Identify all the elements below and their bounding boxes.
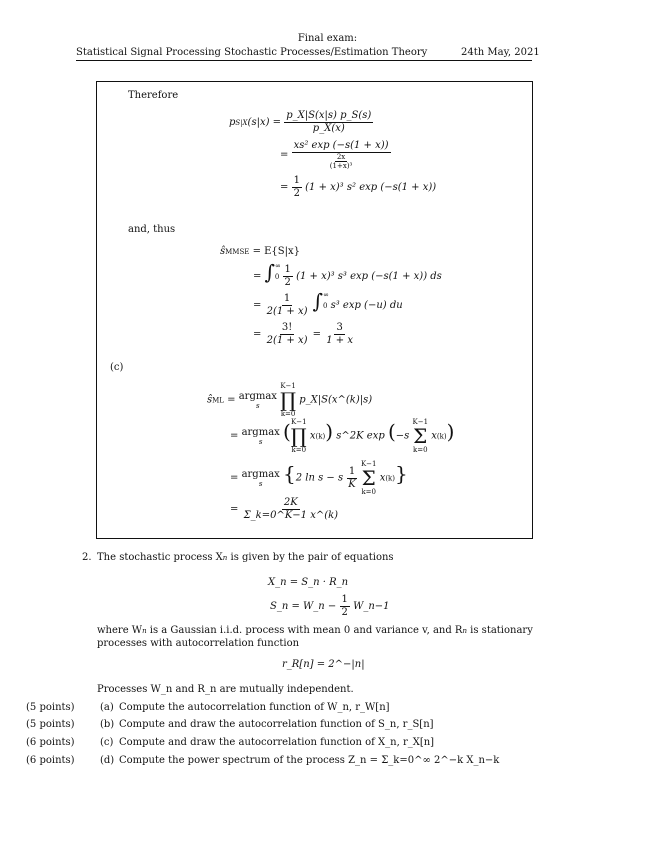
ml-line-4: = $\frac{2K}{\Sigma\_k=0\^{}K-1 x\^{}(k)}$ [230, 497, 339, 521]
equation-s: S_n = W_n − $\frac{1}{2}$ W_n−1 [270, 594, 390, 618]
exam-date: 24th May, 2021 [461, 47, 540, 58]
equation-x: X_n = S_n · R_n [268, 577, 349, 588]
part-label: (d) [100, 755, 115, 766]
posterior-line-1: pS|X(s|x) = $\frac{p\_X|S(x|s) p\_S(s)}{p\_X(x)}$ [229, 110, 372, 134]
part-points: (6 points) [26, 737, 75, 748]
where-text-line-2: processes with autocorrelation function [97, 638, 300, 649]
part-text: Compute the autocorrelation function of W_n, r_W[n] [119, 702, 390, 713]
ml-line-1: ŝML = argmax s K−1 ∏ k=0 p_X|S(x^(k)|s) [207, 382, 373, 418]
part-text: Compute and draw the autocorrelation function of X_n, r_X[n] [119, 737, 435, 748]
course-title: Statistical Signal Processing Stochastic Processes/Estimation Theory [76, 47, 428, 58]
problem-2-number: 2. [82, 552, 92, 563]
mmse-line-4: = $\frac{3!}{2(1 + x)}$ = $\frac{3}{1 + x}$ [253, 322, 353, 346]
posterior-line-2: = $\frac{\text{xs² exp (−s(1 + x))}}{\frac{2x}{\text{(1+x)³}}}$ [280, 140, 389, 170]
part-label: (b) [100, 719, 115, 730]
part-label: (a) [100, 702, 114, 713]
and-thus-text: and, thus [128, 224, 176, 235]
autocorrelation-r: r_R[n] = 2^−|n| [282, 659, 365, 670]
part-points: (6 points) [26, 755, 75, 766]
problem-2-intro: The stochastic process Xn is given by the pair of equations [97, 552, 394, 563]
header-rule [76, 60, 532, 61]
mmse-line-2: = ∫∞0 $\frac{1}{2}$ (1 + x)³ s³ exp (−s(1 + x)) ds [253, 260, 442, 288]
part-points: (5 points) [26, 702, 75, 713]
therefore-text: Therefore [128, 90, 179, 101]
part-points: (5 points) [26, 719, 75, 730]
part-label: (c) [100, 737, 114, 748]
where-text: where Wn is a Gaussian i.i.d. process with mean 0 and variance v, and Rn is stationary [97, 625, 533, 636]
part-c-label: (c) [110, 362, 124, 373]
posterior-line-3: = $\frac{1}{2}$ (1 + x)³ s² exp (−s(1 + x)) [280, 175, 437, 199]
independence-text: Processes W_n and R_n are mutually independent. [97, 684, 354, 695]
mmse-line-3: = $\frac{1}{2(1 + x)}$ ∫∞0 s³ exp (−u) du [253, 289, 403, 317]
part-text: Compute and draw the autocorrelation function of S_n, r_S[n] [119, 719, 434, 730]
ml-line-3: = argmax s {2 ln s − s $\frac{1}{K}$ K−1 Σ k=0 x(k)} [230, 460, 408, 496]
ml-line-2: = argmax s ( K−1 ∏ k=0 x(k)) s^2K exp (−s K−1 Σ k=0 x(k)) [230, 418, 455, 454]
part-text: Compute the power spectrum of the process Z_n = Σ_k=0^∞ 2^−k X_n−k [119, 755, 500, 766]
mmse-line-1: ŝMMSE = E{S|x} [220, 246, 301, 257]
exam-title: Final exam: [297, 33, 358, 44]
